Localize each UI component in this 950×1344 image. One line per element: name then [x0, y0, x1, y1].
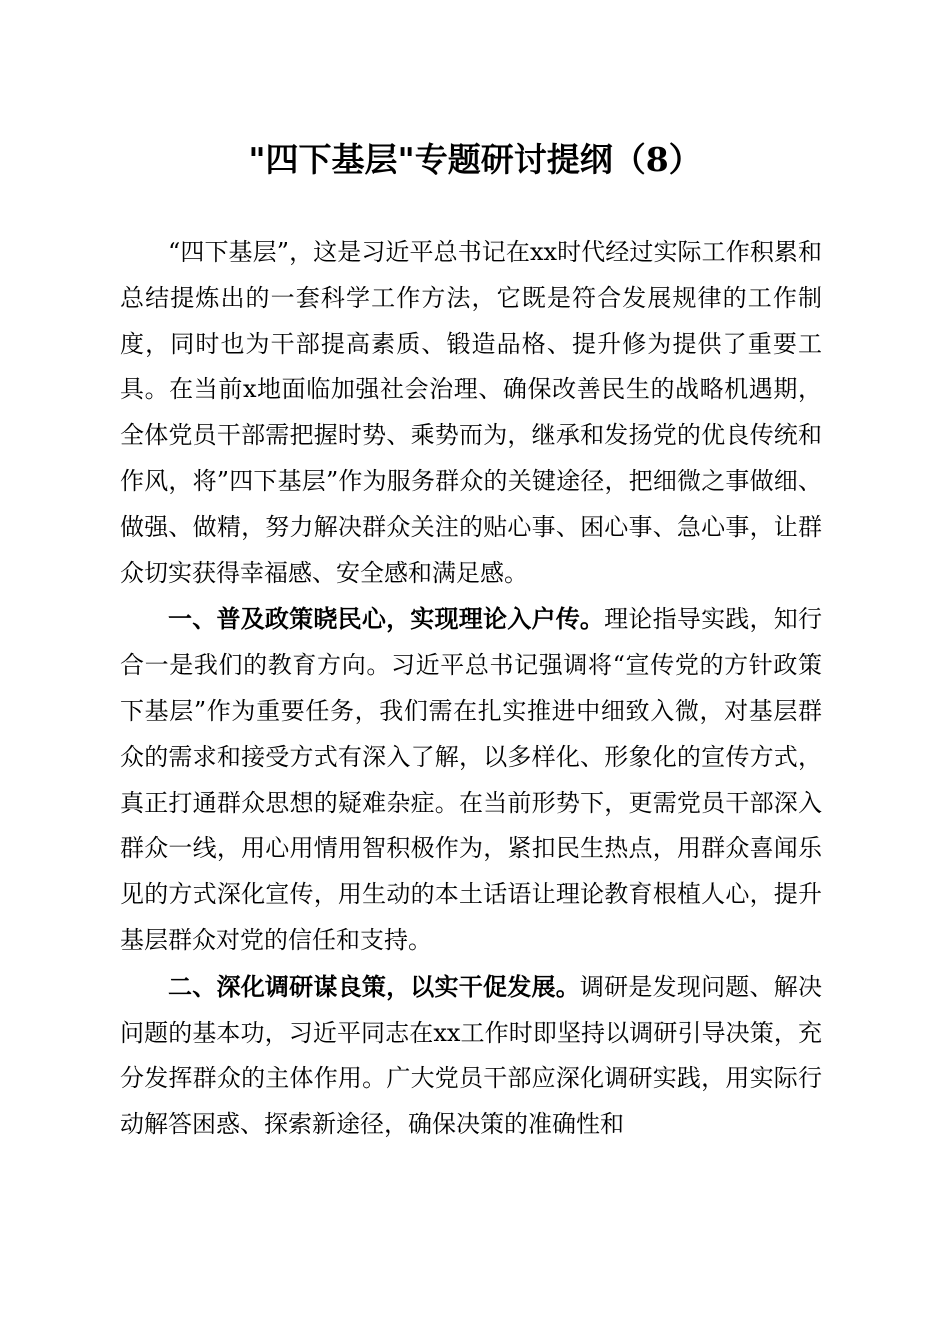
document-title: "四下基层"专题研讨提纲（8）	[248, 140, 702, 179]
section-heading: 一、普及政策晓民心，实现理论入户传。	[168, 604, 605, 634]
paragraph-section-2	[120, 964, 822, 1148]
document-body	[120, 230, 822, 1148]
paragraph-text: 理论指导实践，知行合一是我们的教育方向。习近平总书记强调将“宣传党的方针政策下基层”作为重要任务，我们需在扎实推进中细致入微，对基层群众的需求和接受方式有深入了解，以多样化、形象化的宣传方式，真正打通群众思想的疑难杂症。在当前形势下，更需党员干部深入群众一线，用心用情用智积极作为，紧扣民生热点，用群众喜闻乐见的方式深化宣传，用生动的本土话语让理论教育根植人心，提升基层群众对党的信任和支持。	[120, 605, 823, 954]
paragraph-text: 调研是发现问题、解决问题的基本功，习近平同志在xx工作时即坚持以调研引导决策，充分发挥群众的主体作用。广大党员干部应深化调研实践，用实际行动解答困惑、探索新途径，确保决策的准确性和	[120, 972, 822, 1139]
section-heading: 二、深化调研谋良策，以实干促发展。	[168, 971, 580, 1001]
paragraph-intro	[120, 230, 822, 596]
paragraph-text: “四下基层”，这是习近平总书记在xx时代经过实际工作积累和总结提炼出的一套科学工作方法，它既是符合发展规律的工作制度，同时也为干部提高素质、锻造品格、提升修为提供了重要工具。在当前x地面临加强社会治理、确保改善民生的战略机遇期，全体党员干部需把握时势、乘势而为，继承和发扬党的优良传统和作风，将”四下基层”作为服务群众的关键途径，把细微之事做细、做强、做精，努力解决群众关注的贴心事、困心事、急心事，让群众切实获得幸福感、安全感和满足感。	[120, 238, 822, 587]
paragraph-section-1	[120, 596, 822, 963]
